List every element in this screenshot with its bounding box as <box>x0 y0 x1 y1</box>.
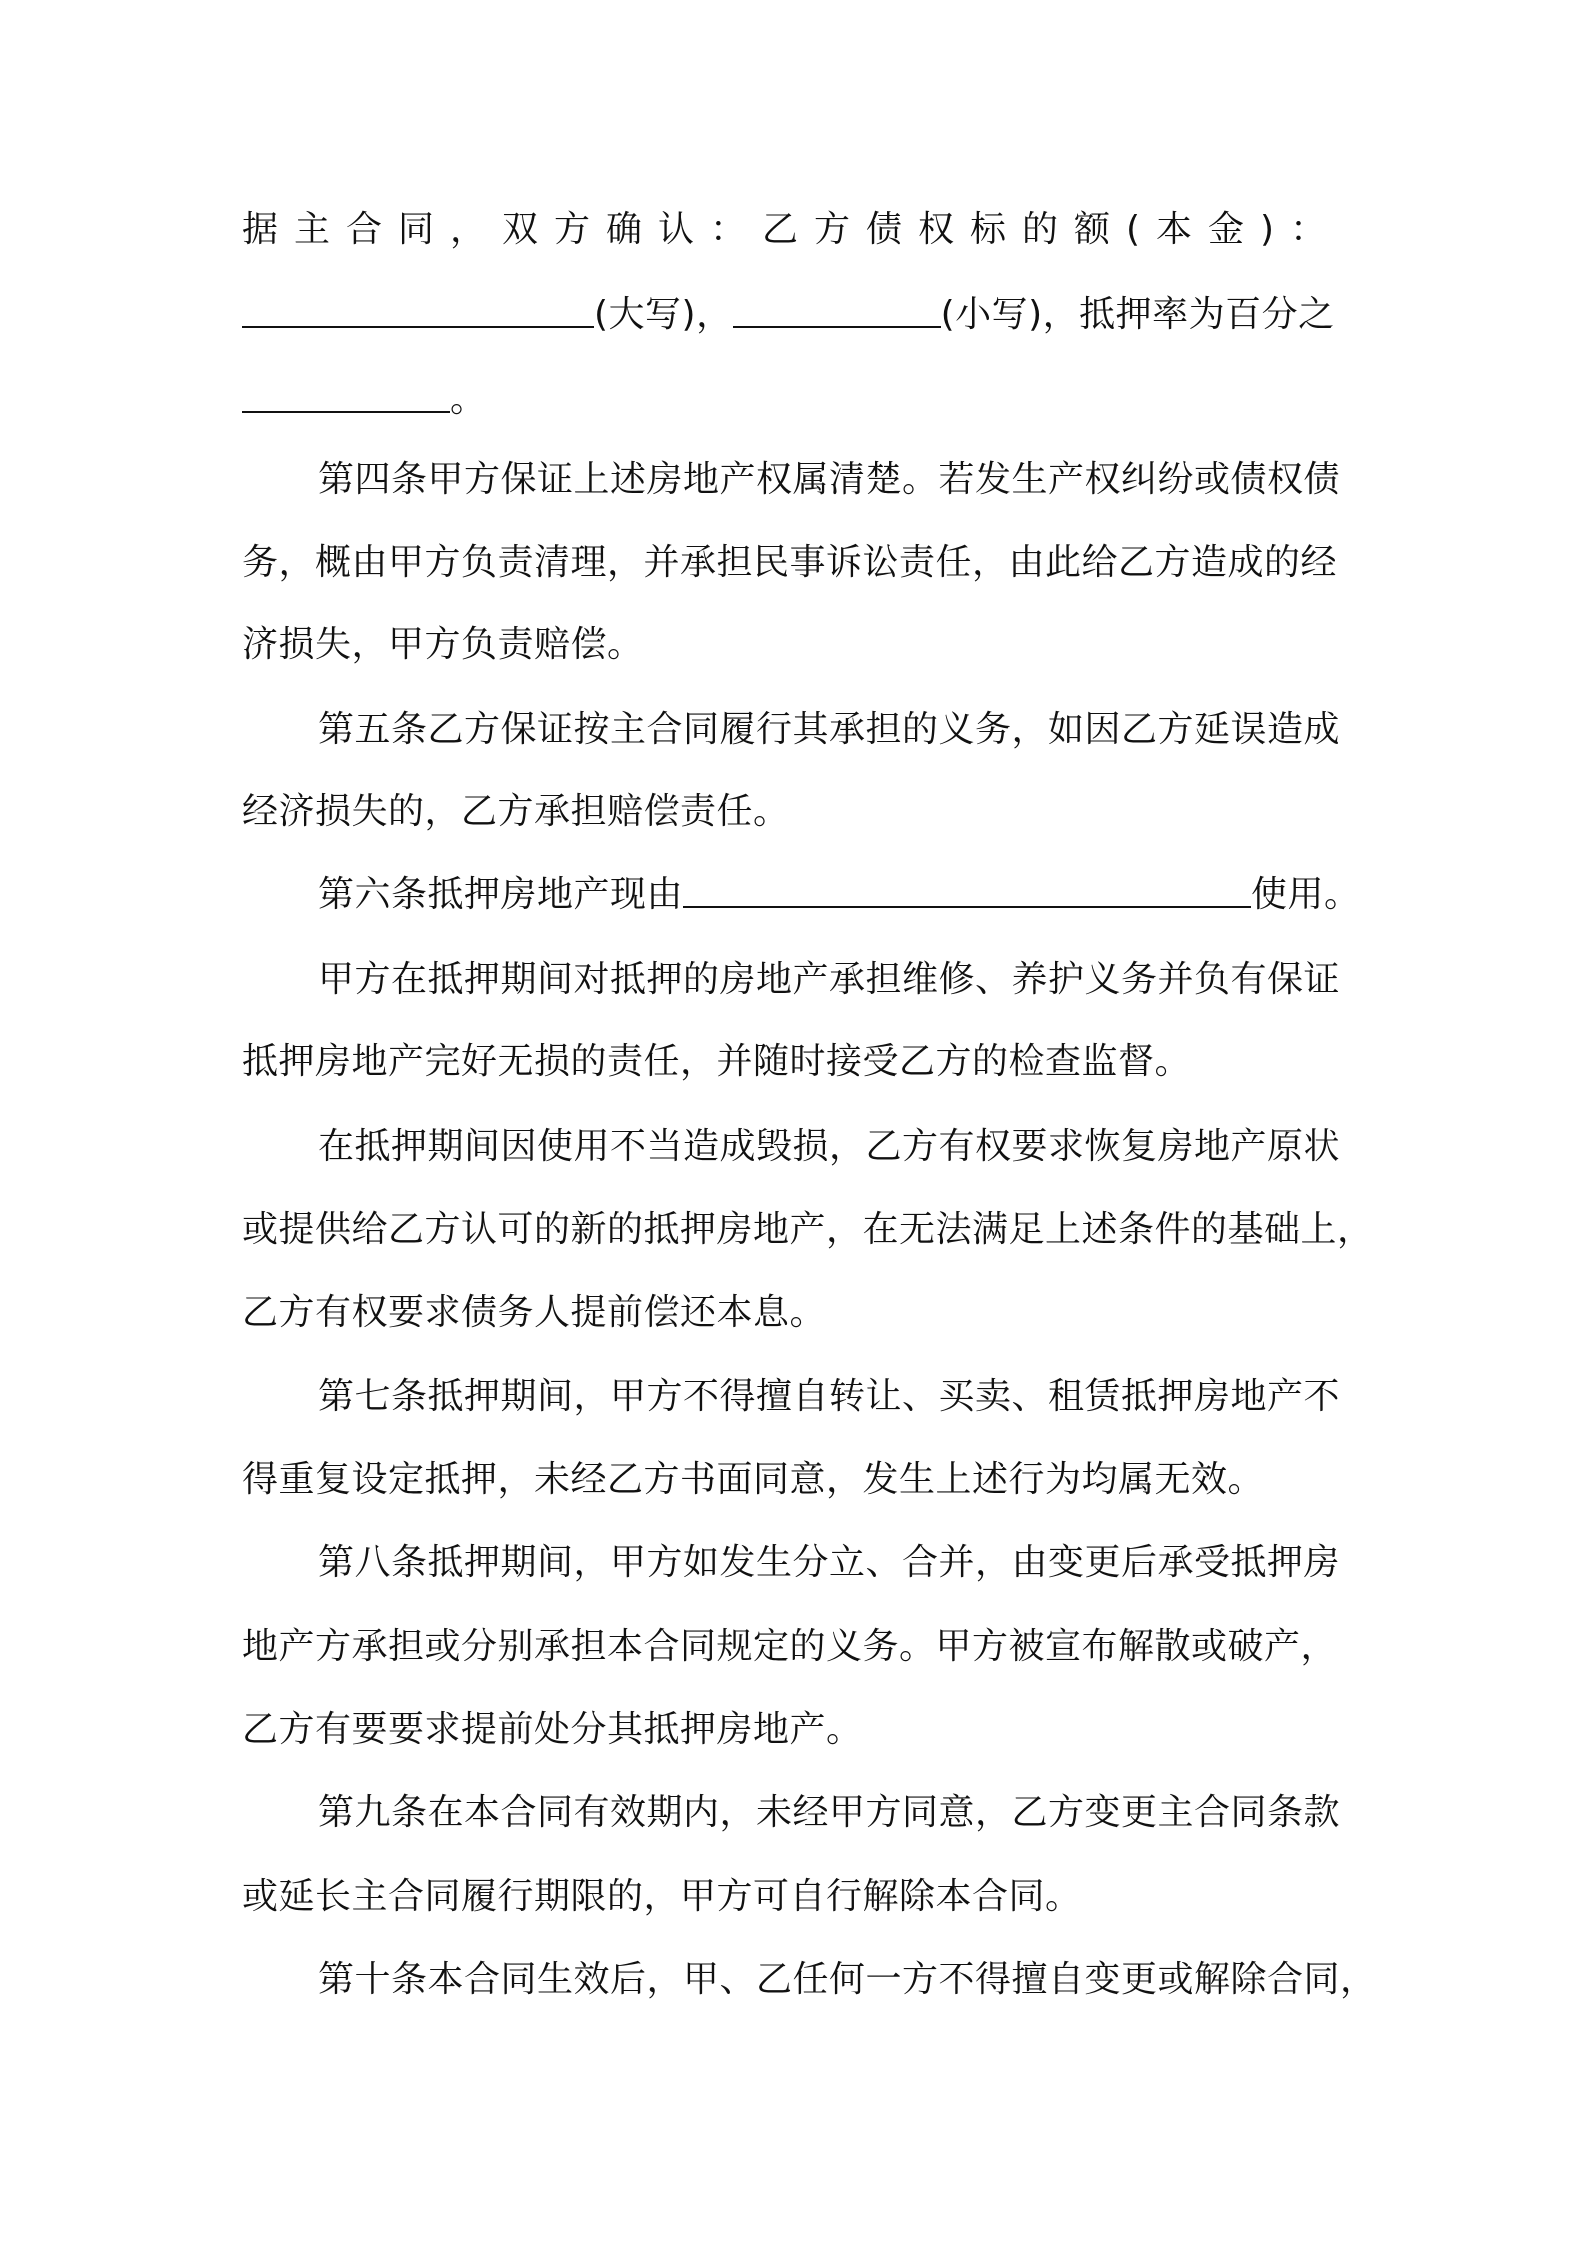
text-line-14 <box>242 1288 826 1338</box>
fill-blank-amount-uppercase[interactable] <box>242 292 594 328</box>
text-line-22 <box>318 1955 1377 2005</box>
text-line-20 <box>318 1788 1340 1838</box>
text-line-17 <box>318 1538 1340 1588</box>
text-line-7 <box>318 705 1340 755</box>
line-text: 在抵押期间因使用不当造成毁损，乙方有权要求恢复房地产原状 <box>318 1126 1341 1167</box>
text-line-3 <box>242 375 487 425</box>
line-text: 经济损失的，乙方承担赔偿责任。 <box>242 791 790 832</box>
line-text: 乙方有要要求提前处分其抵押房地产。 <box>242 1709 863 1750</box>
line-text: 济损失，甲方负责赔偿。 <box>242 624 644 665</box>
text-line-21 <box>242 1872 1082 1922</box>
text-line-11 <box>242 1037 1191 1087</box>
line-text: 第九条在本合同有效期内，未经甲方同意，乙方变更主合同条款 <box>318 1792 1341 1833</box>
line-text: 第十条本合同生效后，甲、乙任何一方不得擅自变更或解除合同， <box>318 1959 1377 2000</box>
text-line-5 <box>242 538 1337 588</box>
text-line-16 <box>242 1455 1264 1505</box>
text-line-19 <box>242 1705 863 1755</box>
text-line-2 <box>242 290 1335 340</box>
line-text: 乙方有权要求债务人提前偿还本息。 <box>242 1292 827 1333</box>
text-line-15 <box>318 1372 1340 1422</box>
line-text: 第四条甲方保证上述房地产权属清楚。若发生产权纠纷或债权债 <box>318 459 1341 500</box>
fill-blank-amount-number[interactable] <box>733 292 941 328</box>
fill-blank-property-user[interactable] <box>683 872 1251 908</box>
text-line-9 <box>318 870 1361 920</box>
line-text: 第七条抵押期间，甲方不得擅自转让、买卖、租赁抵押房地产不 <box>318 1376 1341 1417</box>
line-text: 第五条乙方保证按主合同履行其承担的义务，如因乙方延误造成 <box>318 709 1341 750</box>
line-text: 抵押房地产完好无损的责任，并随时接受乙方的检查监督。 <box>242 1041 1192 1082</box>
text-line-4 <box>318 455 1340 505</box>
line-text: 第六条抵押房地产现由 <box>318 874 684 915</box>
line-text: 。 <box>450 379 487 420</box>
line-text: 或延长主合同履行期限的，甲方可自行解除本合同。 <box>242 1876 1082 1917</box>
text-line-6 <box>242 620 644 670</box>
line-text: 使用。 <box>1251 874 1361 915</box>
line-text: 得重复设定抵押，未经乙方书面同意，发生上述行为均属无效。 <box>242 1459 1265 1500</box>
text-line-10 <box>318 955 1340 1005</box>
text-line-8 <box>242 787 790 837</box>
line-text: 或提供给乙方认可的新的抵押房地产，在无法满足上述条件的基础上， <box>242 1209 1374 1250</box>
line-text: 务，概由甲方负责清理，并承担民事诉讼责任，由此给乙方造成的经 <box>242 542 1338 583</box>
line-text: (大写)， <box>594 294 733 335</box>
text-line-18 <box>242 1622 1337 1672</box>
line-text: (小写)，抵押率为百分之 <box>940 294 1335 335</box>
line-text: 据主合同，双方确认：乙方债权标的额(本金)： <box>242 209 1343 250</box>
text-line-12 <box>318 1122 1340 1172</box>
fill-blank-mortgage-rate[interactable] <box>242 377 450 413</box>
line-text: 地产方承担或分别承担本合同规定的义务。甲方被宣布解散或破产， <box>242 1626 1338 1667</box>
text-line-13 <box>242 1205 1374 1255</box>
line-text: 甲方在抵押期间对抵押的房地产承担维修、养护义务并负有保证 <box>318 959 1341 1000</box>
line-text: 第八条抵押期间，甲方如发生分立、合并，由变更后承受抵押房 <box>318 1542 1341 1583</box>
text-line-1 <box>242 205 1342 255</box>
